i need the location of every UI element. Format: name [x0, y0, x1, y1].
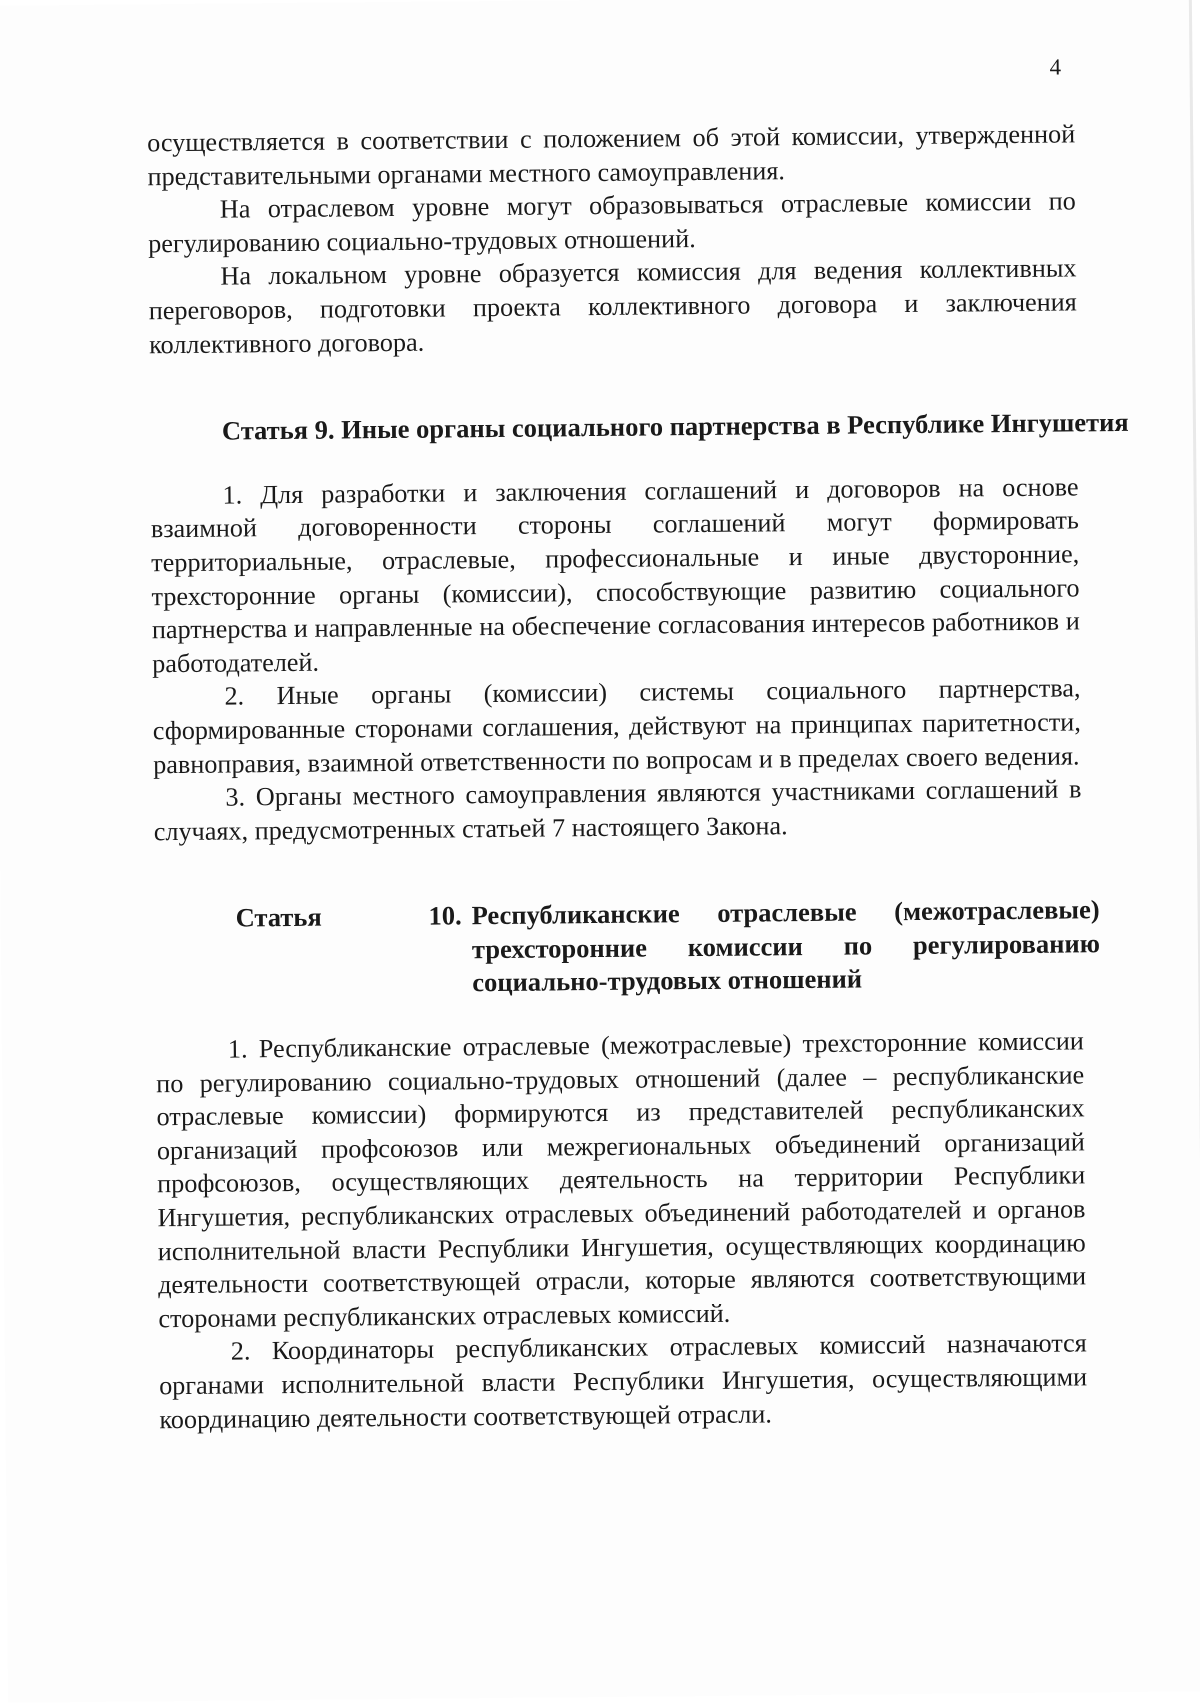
article-10-number: 10.: [428, 900, 462, 931]
paragraph: осуществляется в соответствии с положением об этой комиссии, утвержденной представительными органами местного самоуправления.: [147, 119, 1076, 191]
paragraph: На локальном уровне образуется комиссия для ведения коллективных переговоров, подготовки проекта коллективного договора и заключения коллективного договора.: [148, 253, 1077, 359]
article-9-item: 1. Для разработки и заключения соглашений и договоров на основе взаимной договоренности стороны соглашений могут формировать территориальные, отраслевые, профессиональные и иные двусторонние, трехсторонние органы (комиссии), способствующие развитию социального партнерства и направленные на обеспечение согласования интересов работников и работодателей.: [150, 472, 1080, 679]
article-10-item: 1. Республиканские отраслевые (межотраслевые) трехсторонние комиссии по регулированию социально-трудовых отношений (далее – республиканские отраслевые комиссии) формируются из представителей республиканских организаций профсоюзов или межрегиональных объединений организаций профсоюзов, осуществляющих деятельность на территории Республики Ингушетия, республиканских отраслевых объединений работодателей и органов исполнительной власти Республики Ингушетия, осуществляющих координацию деятельности соответствующей отрасли, которые являются соответствующими сторонами республиканских отраслевых комиссий.: [156, 1026, 1087, 1334]
article-9-item: 3. Органы местного самоуправления являются участниками соглашений в случаях, предусмотренных статьей 7 настоящего Закона.: [153, 774, 1082, 846]
article-9-item: 2. Иные органы (комиссии) системы социального партнерства, сформированные сторонами соглашения, действуют на принципах паритетности, равноправия, взаимной ответственности по вопросам и в пределах своего ведения.: [152, 673, 1081, 779]
article-10-title: Республиканские отраслевые (межотраслевые) трехсторонние комиссии по регулированию социально-трудовых отношений: [471, 894, 1101, 998]
spacer: [154, 840, 1082, 903]
document-body: [147, 117, 1129, 1436]
article-10-label: Статья: [235, 901, 322, 933]
spacer: [149, 353, 1077, 416]
paragraph: На отраслевом уровне могут образовываться отраслевые комиссии по регулированию социально-трудовых отношений.: [148, 186, 1076, 259]
page-number: 4: [1049, 54, 1062, 80]
article-10-item: 2. Координаторы республиканских отраслевых комиссий назначаются органами исполнительной власти Республики Ингушетия, осуществляющими координацию деятельности соответствующей отрасли.: [158, 1328, 1088, 1434]
page-edge: [1189, 0, 1200, 1691]
article-10-heading: [235, 893, 1100, 1002]
article-9-heading: Статья 9. Иные органы социального партнерства в Республике Ингушетия: [221, 407, 1129, 446]
